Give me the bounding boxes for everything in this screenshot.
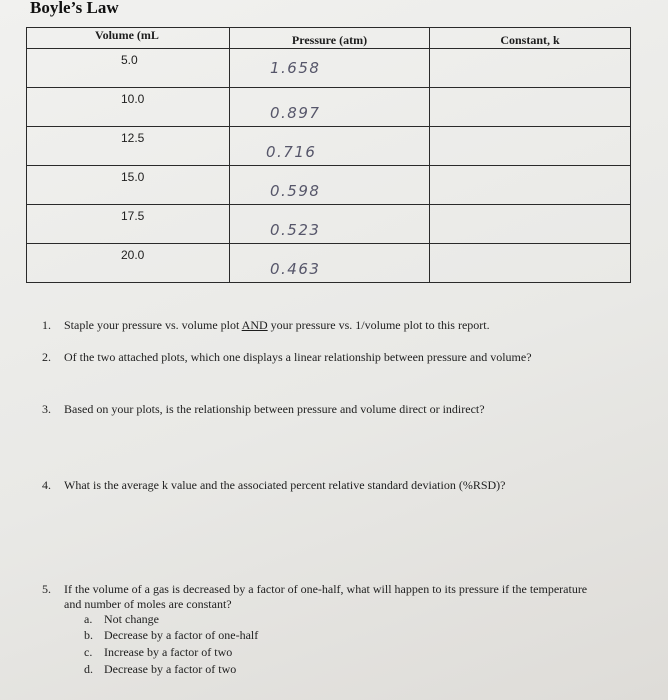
pressure-cell: 0.598 (270, 182, 321, 200)
pressure-cell: 0.897 (270, 104, 321, 122)
constant-header (430, 28, 631, 49)
constant-cell[interactable] (430, 166, 631, 205)
question-text: Based on your plots, is the relationship between pressure and volume direct or indirect? (64, 402, 485, 416)
constant-cell[interactable] (430, 49, 631, 88)
volume-cell: 5.0 (121, 53, 138, 67)
pressure-cell: 0.716 (266, 143, 317, 161)
question-text: Staple your pressure vs. volume plot AND your pressure vs. 1/volume plot to this report. (64, 318, 490, 332)
pressure-cell: 1.658 (270, 59, 321, 77)
question-number: 2. (42, 350, 51, 364)
pressure-cell: 0.523 (270, 221, 321, 239)
table-row (27, 244, 631, 283)
volume-cell: 17.5 (121, 209, 145, 223)
table-row (27, 127, 631, 166)
data-table (26, 27, 631, 283)
question-text: Of the two attached plots, which one displays a linear relationship between pressure and volume? (64, 350, 532, 364)
option-text: Not change (104, 612, 159, 626)
question-number: 5. (42, 582, 51, 596)
question-number: 3. (42, 402, 51, 416)
volume-cell: 20.0 (121, 248, 145, 262)
option-text: Decrease by a factor of two (104, 662, 237, 676)
question-number: 1. (42, 318, 51, 332)
option-letter: a. (84, 612, 93, 626)
option-text: Decrease by a factor of one-half (104, 628, 259, 642)
constant-cell[interactable] (430, 127, 631, 166)
pressure-header: Pressure (atm) (230, 28, 430, 49)
volume-cell: 12.5 (121, 131, 145, 145)
volume-header: Volume (mL (27, 28, 230, 49)
option-letter: d. (84, 662, 93, 676)
question-text: What is the average k value and the associated percent relative standard deviation (%RSD)? (64, 478, 506, 492)
option-text: Increase by a factor of two (104, 645, 233, 659)
table-row (27, 166, 631, 205)
option-letter: c. (84, 645, 93, 659)
pressure-cell: 0.463 (270, 260, 321, 278)
constant-cell[interactable] (430, 244, 631, 283)
volume-cell: 15.0 (121, 170, 145, 184)
constant-cell[interactable] (430, 205, 631, 244)
volume-cell: 10.0 (121, 92, 145, 106)
table-row (27, 205, 631, 244)
question-number: 4. (42, 478, 51, 492)
page-title: Boyle’s Law (30, 0, 119, 17)
table-row (27, 49, 631, 88)
option-letter: b. (84, 628, 93, 642)
constant-header-label: Constant, k (500, 33, 560, 47)
table-row (27, 88, 631, 127)
table-header-row (27, 28, 631, 49)
question-text: If the volume of a gas is decreased by a factor of one-half, what will happen to its pressure if the temperature and number of moles are constant? (64, 582, 588, 611)
constant-cell[interactable] (430, 88, 631, 127)
